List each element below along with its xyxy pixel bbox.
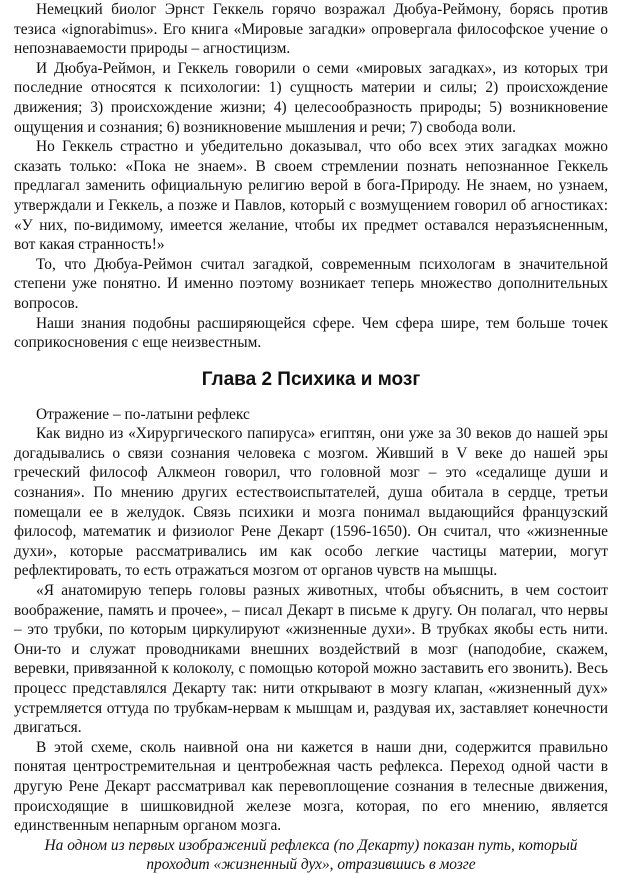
paragraph: «Я анатомирую теперь головы разных животных, чтобы объяснить, в чем состоит воображение, память и прочее», – писал Декарт в письме к другу. Он полагал, что нервы – это трубки, по которым циркулируют «жизненные духи». В трубках якобы есть нити. Они-то и служат проводниками внешних воздействий в мозг (наподобие, скажем, веревки, привязанной к колоколу, с помощью которой можно заставить его звонить). Весь процесс представлялся Декарту так: нити открывают в мозгу клапан, «жизненный дух» устремляется оттуда по трубкам-нервам к мышцам и, раздувая их, заставляет конечности двигаться.	[14, 582, 608, 737]
paragraph: Немецкий биолог Эрнст Геккель горячо возражал Дюбуа-Реймону, борясь против тезиса «ignorabimus». Его книга «Мировые загадки» опровергала философское учение о непознаваемости природы – агностицизм.	[14, 1, 608, 58]
paragraph: Наши знания подобны расширяющейся сфере. Чем сфера шире, тем больше точек соприкосновения с еще неизвестным.	[14, 314, 608, 352]
figure-caption: На одном из первых изображений рефлекса (по Декарту) показан путь, который проходит «жизненный дух», отразившись в мозге	[44, 836, 578, 874]
paragraph: Как видно из «Хирургического папируса» египтян, они уже за 30 веков до нашей эры догадывались о связи сознания человека с мозгом. Живший в V веке до нашей эры греческий философ Алкмеон говорил, что головной мозг – это «седалище души и сознания». По мнению других естествоиспытателей, душа обитала в сердце, третьи помещали ее в желудок. Связь психики и мозга понимал выдающийся французский философ, математик и физиолог Рене Декарт (1596-1650). Он считал, что «жизненные духи», которые рассматривались им как особо легкие частицы материи, могут рефлектировать, то есть отражаться мозгом от органов чувств на мышцы.	[14, 425, 608, 580]
chapter-title: Глава 2 Психика и мозг	[201, 368, 421, 390]
paragraph: И Дюбуа-Реймон, и Геккель говорили о семи «мировых загадках», из которых три последние относятся к психологии: 1) сущность материи и силы; 2) происхождение движения; 3) происхождение жизни; 4) целесообразность природы; 5) возникновение ощущения и сознания; 6) возникновение мышления и речи; 7) свобода воли.	[14, 59, 608, 136]
paragraph: То, что Дюбуа-Реймон считал загадкой, современным психологам в значительной степени уже понятно. И именно поэтому возникает теперь множество дополнительных вопросов.	[14, 255, 608, 312]
document-page	[14, 0, 608, 875]
paragraph: В этой схеме, сколь наивной она ни кажется в наши дни, содержится правильно понятая центростремительная и центробежная часть рефлекса. Переход одной части в другую Рене Декарт рассматривал как перевоплощение сознания в телесные движения, происходящие в шишковидной железе мозга, которая, по его мнению, является единственным непарным органом мозга.	[14, 738, 608, 835]
section-title: Отражение – по-латыни рефлекс	[36, 405, 250, 423]
paragraph: Но Геккель страстно и убедительно доказывал, что обо всех этих загадках можно сказать только: «Пока не знаем». В своем стремлении познать непознанное Геккель предлагал заменить официальную религию верой в бога-Природу. Не знаем, но узнаем, утверждали и Геккель, а позже и Павлов, который с возмущением говорил об агностиках: «У них, по-видимому, имеется желание, чтобы их предмет оставался неразъясненным, вот какая странность!»	[14, 138, 608, 254]
